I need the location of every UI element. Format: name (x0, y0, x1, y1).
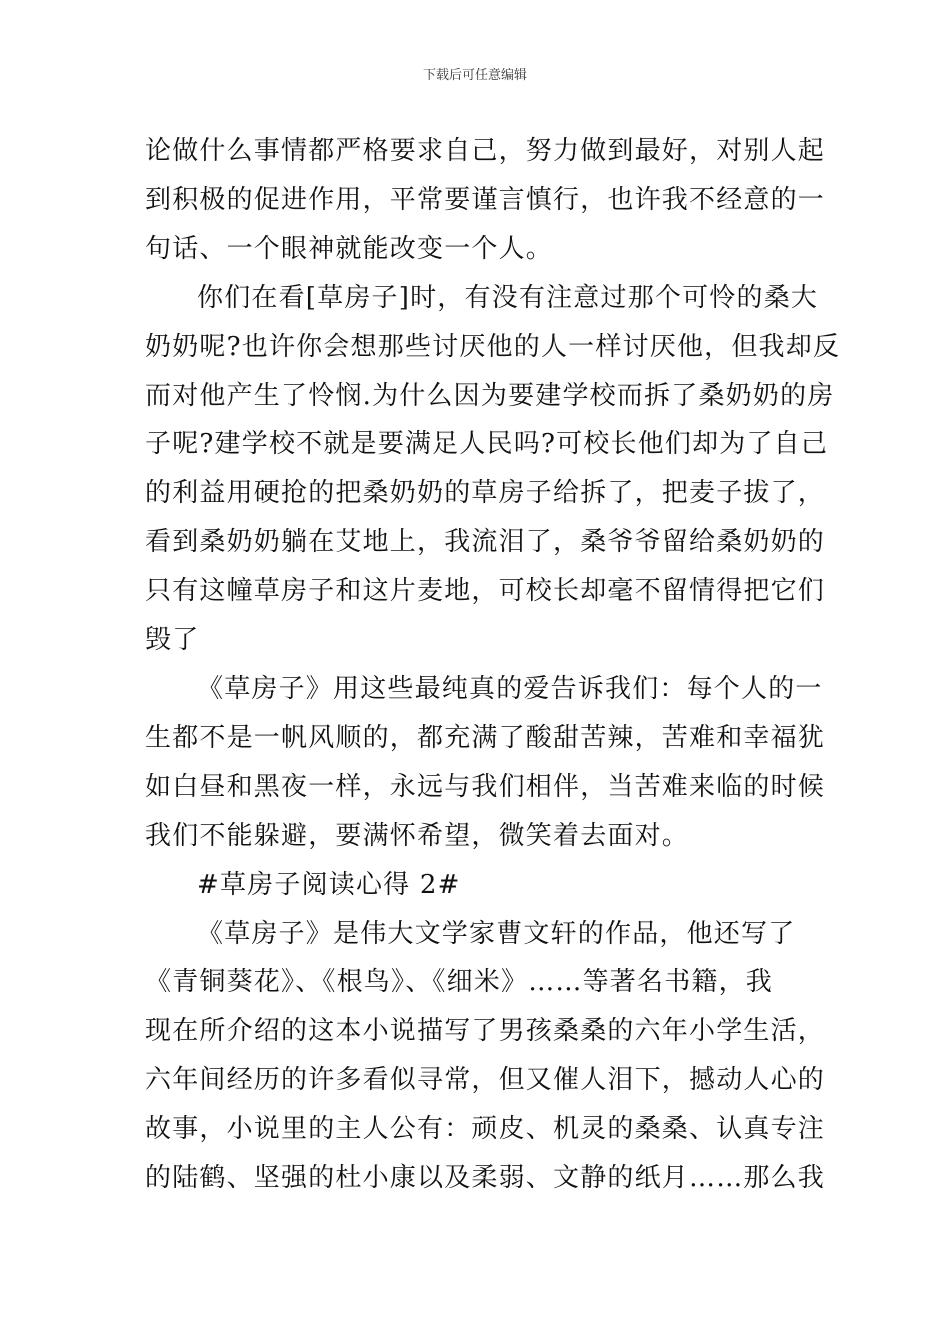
text-line: 如白昼和黑夜一样，永远与我们相伴，当苦难来临的时候 (145, 771, 826, 802)
text-line: 句话、一个眼神就能改变一个人。 (145, 233, 554, 264)
text-line: 你们在看[草房子]时，有没有注意过那个可怜的桑大 (197, 282, 819, 313)
text-line: 的利益用硬抢的把桑奶奶的草房子给拆了，把麦子拔了， (145, 478, 826, 509)
text-line: 故事，小说里的主人公有：顽皮、机灵的桑桑、认真专注 (145, 1114, 826, 1145)
text-line: 毁了 (145, 625, 200, 656)
text-line: 看到桑奶奶躺在艾地上，我流泪了，桑爷爷留给桑奶奶的 (145, 527, 826, 558)
text-line: 生都不是一帆风顺的，都充满了酸甜苦辣，苦难和幸福犹 (145, 722, 826, 753)
text-line: 到积极的促进作用，平常要谨言慎行，也许我不经意的一 (145, 184, 826, 215)
body-text (145, 127, 841, 1203)
text-line: 论做什么事情都严格要求自己，努力做到最好，对别人起 (145, 136, 826, 166)
text-line: 六年间经历的许多看似寻常，但又催人泪下，撼动人心的 (145, 1065, 826, 1096)
text-line: 《草房子》是伟大文学家曹文轩的作品，他还写了 (197, 918, 796, 949)
text-line: 《青铜葵花》、《根鸟》、《细米》……等著名书籍，我 (145, 967, 774, 998)
text-line: 奶奶呢?也许你会想那些讨厌他的人一样讨厌他，但我却反 (145, 331, 841, 362)
text-line: 《草房子》用这些最纯真的爱告诉我们：每个人的一 (197, 673, 823, 704)
text-line: #草房子阅读心得 2# (197, 869, 461, 900)
page-header: 下载后可任意编辑 (422, 68, 527, 83)
text-line: 子呢?建学校不就是要满足人民吗?可校长他们却为了自己 (145, 429, 829, 460)
text-line: 我们不能躲避，要满怀希望，微笑着去面对。 (145, 820, 690, 851)
text-line: 的陆鹤、坚强的杜小康以及柔弱、文静的纸月……那么我 (145, 1163, 826, 1194)
text-line: 而对他产生了怜悯.为什么因为要建学校而拆了桑奶奶的房 (145, 380, 835, 411)
text-line: 只有这幢草房子和这片麦地，可校长却毫不留情得把它们 (145, 576, 826, 607)
text-line: 现在所介绍的这本小说描写了男孩桑桑的六年小学生活， (145, 1016, 826, 1047)
